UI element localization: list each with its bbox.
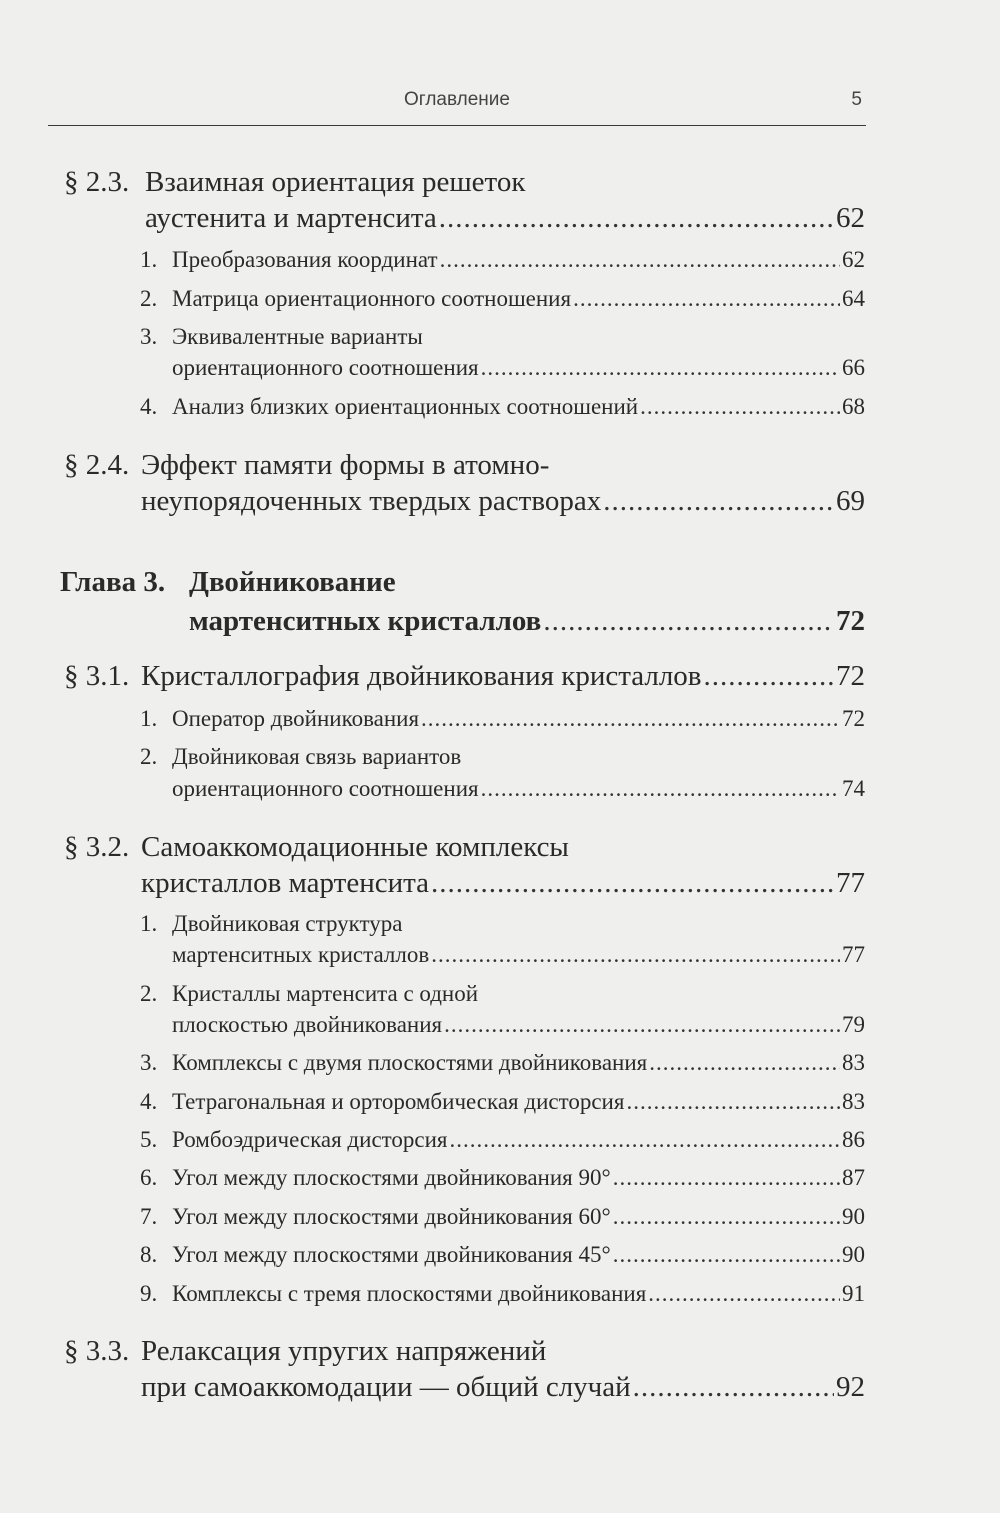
toc-title: Релаксация упругих напряжений bbox=[141, 1335, 547, 1367]
toc-title: Двойниковая связь вариантов bbox=[172, 744, 462, 769]
toc-item-number: 2. bbox=[140, 744, 158, 769]
toc-section-number: § 3.2. bbox=[64, 831, 130, 863]
toc-leader bbox=[444, 1012, 840, 1038]
toc-page: 83 bbox=[842, 1050, 865, 1075]
toc-title-cont: аустенита и мартенсита bbox=[145, 202, 437, 234]
toc-chapter-3-cont[interactable] bbox=[189, 605, 865, 638]
toc-item-number: 4. bbox=[140, 394, 158, 419]
toc-title: Тетрагональная и орторомбическая дисторсия bbox=[172, 1089, 625, 1114]
toc-title: Комплексы с тремя плоскостями двойникования bbox=[172, 1281, 647, 1306]
toc-leader bbox=[633, 1371, 834, 1404]
toc-item-number: 7. bbox=[140, 1204, 158, 1229]
toc-item[interactable] bbox=[140, 1127, 865, 1153]
toc-page: 90 bbox=[842, 1204, 865, 1229]
toc-page: 72 bbox=[836, 605, 865, 637]
toc-title: Взаимная ориентация решеток bbox=[145, 166, 526, 198]
toc-leader bbox=[481, 355, 840, 381]
toc-leader bbox=[603, 485, 834, 518]
toc-leader bbox=[421, 706, 840, 732]
toc-leader bbox=[626, 1089, 840, 1115]
toc-item-number: 4. bbox=[140, 1089, 158, 1114]
toc-page: 91 bbox=[842, 1281, 865, 1306]
toc-item-number: 8. bbox=[140, 1242, 158, 1267]
toc-item-number: 1. bbox=[140, 247, 158, 272]
toc-item-number: 1. bbox=[140, 911, 158, 936]
toc-title-cont: плоскостью двойникования bbox=[172, 1012, 443, 1037]
toc-leader bbox=[481, 776, 840, 802]
toc-title: Матрица ориентационного соотношения bbox=[172, 286, 572, 311]
toc-leader bbox=[704, 660, 834, 693]
toc-leader bbox=[648, 1281, 840, 1307]
toc-item[interactable] bbox=[140, 286, 865, 312]
toc-title: Комплексы с двумя плоскостями двойникования bbox=[172, 1050, 648, 1075]
toc-section-number: § 3.3. bbox=[64, 1335, 130, 1367]
toc-section-3-1[interactable] bbox=[64, 660, 865, 693]
toc-section-3-3-title[interactable] bbox=[64, 1335, 546, 1368]
toc-page: 86 bbox=[842, 1127, 865, 1152]
toc-title: Угол между плоскостями двойникования 90° bbox=[172, 1165, 611, 1190]
toc-title: Анализ близких ориентационных соотношений bbox=[172, 394, 639, 419]
toc-leader bbox=[613, 1165, 840, 1191]
toc-leader bbox=[439, 202, 834, 235]
toc-page: 83 bbox=[842, 1089, 865, 1114]
toc-page: 77 bbox=[836, 867, 865, 899]
toc-item[interactable] bbox=[140, 1281, 865, 1307]
toc-section-number: § 2.3. bbox=[64, 166, 130, 198]
toc-leader bbox=[649, 1050, 840, 1076]
toc-leader bbox=[613, 1242, 840, 1268]
toc-item[interactable] bbox=[140, 706, 865, 732]
toc-leader bbox=[431, 942, 840, 968]
toc-item[interactable] bbox=[140, 1050, 865, 1076]
toc-title: Угол между плоскостями двойникования 45° bbox=[172, 1242, 611, 1267]
toc-item-number: 3. bbox=[140, 1050, 158, 1075]
toc-page: 62 bbox=[836, 202, 865, 234]
toc-item-number: 2. bbox=[140, 286, 158, 311]
toc-title-cont: ориентационного соотношения bbox=[172, 776, 479, 801]
toc-section-3-2-cont[interactable] bbox=[141, 867, 865, 900]
toc-title-cont: кристаллов мартенсита bbox=[141, 867, 430, 899]
toc-title-cont: неупорядоченных твердых растворах bbox=[141, 485, 602, 517]
toc-page: 74 bbox=[842, 776, 865, 801]
toc-item[interactable] bbox=[140, 1242, 865, 1268]
toc-item-number: 1. bbox=[140, 706, 158, 731]
toc-leader bbox=[573, 286, 840, 312]
toc-title-cont: ориентационного соотношения bbox=[172, 355, 479, 380]
toc-item[interactable] bbox=[140, 981, 478, 1007]
toc-item[interactable] bbox=[140, 1089, 865, 1115]
toc-leader bbox=[450, 1127, 841, 1153]
toc-chapter-3-title[interactable] bbox=[60, 566, 396, 599]
toc-item[interactable] bbox=[140, 1165, 865, 1191]
toc-item-cont[interactable] bbox=[172, 942, 865, 968]
toc-title: Оператор двойникования bbox=[172, 706, 420, 731]
toc-page: 79 bbox=[842, 1012, 865, 1037]
toc-section-3-3-cont[interactable] bbox=[141, 1371, 865, 1404]
toc-title: Ромбоэдрическая дисторсия bbox=[172, 1127, 448, 1152]
toc-page: 69 bbox=[836, 485, 865, 517]
toc-leader bbox=[640, 394, 840, 420]
toc-section-3-2-title[interactable] bbox=[64, 831, 569, 864]
toc-title: Эквивалентные варианты bbox=[172, 324, 423, 349]
toc-title: Преобразования координат bbox=[172, 247, 438, 272]
toc-item[interactable] bbox=[140, 1204, 865, 1230]
toc-item-number: 9. bbox=[140, 1281, 158, 1306]
toc-page: 87 bbox=[842, 1165, 865, 1190]
toc-page: 68 bbox=[842, 394, 865, 419]
header-page-number: 5 bbox=[851, 89, 862, 110]
toc-page: 92 bbox=[836, 1371, 865, 1403]
toc-item[interactable] bbox=[140, 911, 402, 937]
toc-item[interactable] bbox=[140, 324, 423, 350]
toc-title: Самоаккомодационные комплексы bbox=[141, 831, 569, 863]
toc-section-2-3-title[interactable] bbox=[64, 166, 525, 199]
toc-page: 72 bbox=[842, 706, 865, 731]
toc-title: Эффект памяти формы в атомно- bbox=[141, 449, 550, 481]
toc-title-cont: мартенситных кристаллов bbox=[189, 605, 542, 637]
toc-leader bbox=[440, 247, 840, 273]
toc-item[interactable] bbox=[140, 247, 865, 273]
toc-item-number: 5. bbox=[140, 1127, 158, 1152]
toc-section-2-4-cont[interactable] bbox=[141, 485, 865, 518]
toc-page: 77 bbox=[842, 942, 865, 967]
toc-leader bbox=[431, 867, 834, 900]
toc-section-2-4-title[interactable] bbox=[64, 449, 549, 482]
toc-item[interactable] bbox=[140, 394, 865, 420]
toc-item-cont[interactable] bbox=[172, 776, 865, 802]
toc-section-number: § 3.1. bbox=[64, 660, 130, 692]
toc-title: Кристаллы мартенсита с одной bbox=[172, 981, 479, 1006]
toc-page: 62 bbox=[842, 247, 865, 272]
toc-leader bbox=[543, 605, 834, 638]
header-title: Оглавление bbox=[404, 89, 510, 110]
toc-item-number: 3. bbox=[140, 324, 158, 349]
toc-title: Кристаллография двойникования кристаллов bbox=[141, 660, 702, 692]
toc-page: 64 bbox=[842, 286, 865, 311]
toc-item-number: 2. bbox=[140, 981, 158, 1006]
toc-page: 90 bbox=[842, 1242, 865, 1267]
toc-chapter-number: Глава 3. bbox=[60, 566, 166, 598]
toc-section-2-3-cont[interactable] bbox=[145, 202, 865, 235]
toc-item-cont[interactable] bbox=[172, 355, 865, 381]
toc-section-number: § 2.4. bbox=[64, 449, 130, 481]
toc-item[interactable] bbox=[140, 744, 461, 770]
running-header bbox=[48, 85, 866, 126]
toc-title: Двойниковая структура bbox=[172, 911, 403, 936]
toc-item-number: 6. bbox=[140, 1165, 158, 1190]
toc-title: Угол между плоскостями двойникования 60° bbox=[172, 1204, 611, 1229]
toc-leader bbox=[613, 1204, 840, 1230]
toc-page: 66 bbox=[842, 355, 865, 380]
toc-title: Двойникование bbox=[189, 566, 396, 598]
toc-page: 72 bbox=[836, 660, 865, 692]
toc-title-cont: мартенситных кристаллов bbox=[172, 942, 430, 967]
toc-item-cont[interactable] bbox=[172, 1012, 865, 1038]
toc-title-cont: при самоаккомодации — общий случай bbox=[141, 1371, 631, 1403]
